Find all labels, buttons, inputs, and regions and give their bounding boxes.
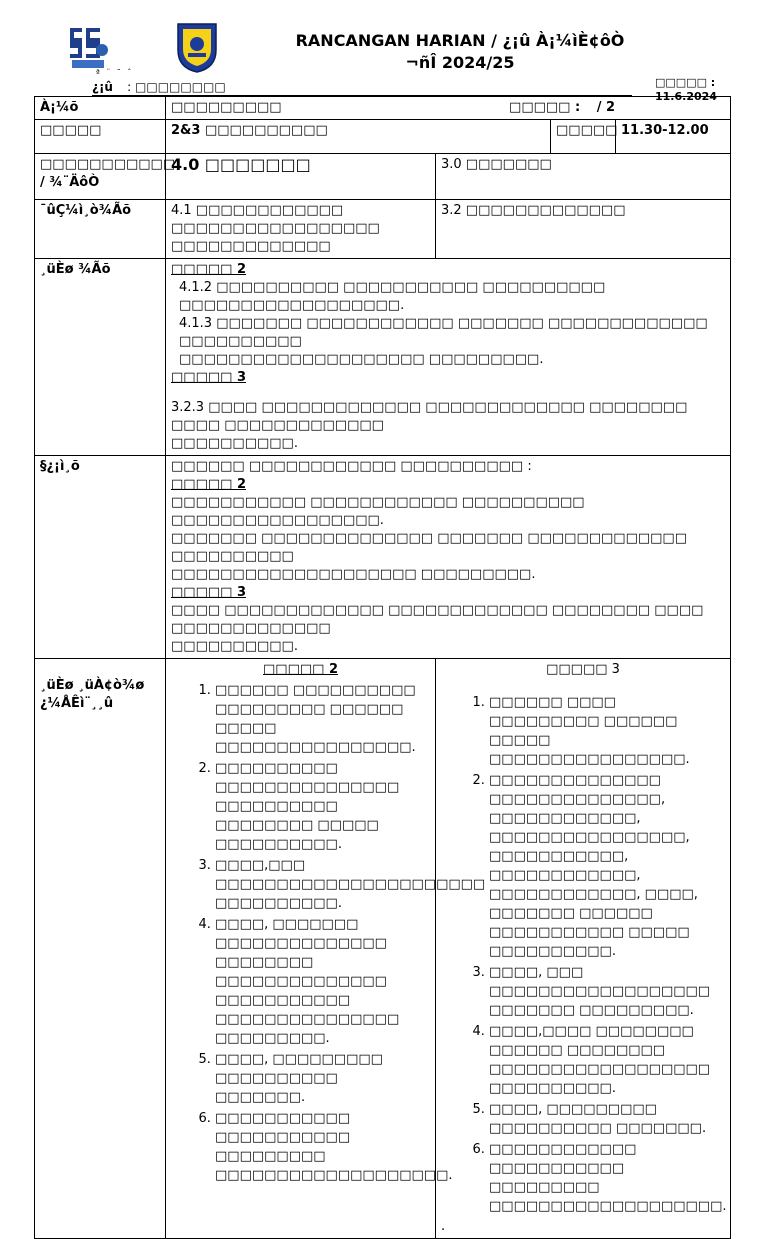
objective-line: □□□□□□□□□□□ □□□□□□□□□□□□ □□□□□□□□□□ □□□□□□□□□□□□□□□□□. — [171, 495, 585, 528]
list-item: 6. □□□□□□□□□□□□ □□□□□□□□□□□ □□□□□□□□□ □□□□□□□□□□□□□□□□□□□. — [489, 1140, 725, 1216]
year2-heading: □□□□□ 2 — [263, 662, 338, 677]
trailing-dot: . — [441, 1219, 446, 1234]
class-value: 2&3 □□□□□□□□□□ — [166, 120, 551, 154]
activities-year3-cell — [436, 659, 731, 1239]
list-item: 2. □□□□□□□□□□ □□□□□□□□□□□□□□□ □□□□□□□□□□ □□□□□□□□ □□□□□ □□□□□□□□□□. — [215, 759, 430, 854]
year2-heading: □□□□□ 2 — [171, 262, 246, 277]
list-item: 2. □□□□□□□□□□□□□□ □□□□□□□□□□□□□□, □□□□□□□□□□□□, □□□□□□□□□□□□□□□□, □□□□□□□□□□□, □□□□□□□□□□□□, □□□□□□□□□□□□, □□□□, □□□□□□□ □□□□□□ □□□□□□□□□□□ □□□□□ □□□□□□□□□□. — [489, 771, 725, 961]
table-row — [35, 154, 731, 200]
year2-heading: □□□□□ 2 — [171, 477, 246, 492]
unit-value-year3: 3.0 □□□□□□□ — [436, 154, 731, 200]
table-row — [35, 120, 731, 154]
logo-caption: ª ¨ ˜ ˆ — [96, 68, 134, 77]
objective-intro: □□□□□□ □□□□□□□□□□□□ □□□□□□□□□□ : — [171, 459, 532, 474]
year3-heading: □□□□□ 3 — [171, 370, 246, 385]
row-label-class: □□□□□ — [35, 120, 166, 154]
time-label: □□□□□ — [551, 120, 616, 154]
list-item: 1. □□□□□□ □□□□□□□□□□ □□□□□□□□□ □□□□□□ □□□□□ □□□□□□□□□□□□□□□□. — [215, 681, 430, 757]
school-logo-left — [64, 20, 112, 72]
objective-cell — [166, 456, 731, 659]
document-title-line-2: ¬ñÎ 2024/25 — [405, 53, 515, 72]
row-label-objective: §¿¡ì¸õ — [35, 456, 166, 659]
list-item: 3. □□□□, □□□ □□□□□□□□□□□□□□□□□□ □□□□□□□ □□□□□□□□□. — [489, 963, 725, 1020]
list-item: 5. □□□□, □□□□□□□□□ □□□□□□□□□□ □□□□□□□. — [215, 1050, 430, 1107]
year-cell — [166, 97, 731, 120]
learning-standard-line: □□□□□□□□□□. — [171, 436, 298, 451]
school-line — [92, 80, 226, 94]
year3-heading: □□□□□ 3 — [546, 662, 620, 677]
school-label: ¿¡û — [92, 80, 113, 94]
row-label-learning-standard: ¸üÈø ¾Ãõ — [35, 259, 166, 456]
row-label-activities: ¸üÈø ¸üÀ¢ò¾ø ¿¼ÅÊì¨¸¸û — [35, 659, 166, 1239]
lesson-plan-table — [34, 96, 731, 1239]
year3-heading: □□□□□ 3 — [171, 585, 246, 600]
school-crest-right — [174, 20, 220, 74]
table-row — [35, 456, 731, 659]
row-label-unit: □□□□□□□□□□□ / ¾¨ÄôÒ — [35, 154, 166, 200]
list-item: 1. □□□□□□ □□□□ □□□□□□□□□ □□□□□□ □□□□□ □□□□□□□□□□□□□□□□. — [489, 693, 725, 769]
learning-standard-line: 4.1.2 □□□□□□□□□□ □□□□□□□□□□□ □□□□□□□□□□ □□□□□□□□□□□□□□□□□□. — [179, 280, 606, 313]
list-item: 4. □□□□, □□□□□□□ □□□□□□□□□□□□□□ □□□□□□□□ □□□□□□□□□□□□□□ □□□□□□□□□□□ □□□□□□□□□□□□□□□ □□□□□□□□□. — [215, 915, 430, 1048]
week-label: □□□□□ : — [509, 100, 581, 115]
table-row — [35, 259, 731, 456]
table-row — [35, 97, 731, 120]
objective-line: □□□□□□□ □□□□□□□□□□□□□□ □□□□□□□ □□□□□□□□□□□□□ □□□□□□□□□□ — [171, 531, 687, 564]
list-item: 5. □□□□, □□□□□□□□□ □□□□□□□□□□ □□□□□□□. — [489, 1100, 725, 1138]
time-value: 11.30-12.00 — [616, 120, 731, 154]
activities-year2-list — [171, 681, 486, 1185]
year-value: □□□□□□□□□ — [171, 100, 282, 115]
learning-standard-cell — [166, 259, 731, 456]
list-item: 3. □□□□,□□□ □□□□□□□□□□□□□□□□□□□□□□ □□□□□□□□□□. — [215, 856, 430, 913]
unit-value-year2: 4.0 □□□□□□□ — [166, 154, 436, 200]
activities-year2-cell — [166, 659, 486, 1239]
content-standard-year2: 4.1 □□□□□□□□□□□□ □□□□□□□□□□□□□□□□□ □□□□□□□□□□□□□ — [166, 200, 436, 259]
document-title-line-1: RANCANGAN HARIAN / ¿¡û À¡¼ìÈ¢ôÒ — [295, 31, 625, 50]
list-item: 6. □□□□□□□□□□□ □□□□□□□□□□□ □□□□□□□□□ □□□□□□□□□□□□□□□□□□□. — [215, 1109, 430, 1185]
table-row — [35, 659, 731, 1239]
objective-line: □□□□ □□□□□□□□□□□□□ □□□□□□□□□□□□□ □□□□□□□□ □□□□ □□□□□□□□□□□□□ — [171, 603, 704, 636]
school-value: : □□□□□□□□ — [127, 80, 226, 94]
activities-year3-list — [441, 693, 725, 1216]
date-value: 11.6.2024 — [655, 90, 717, 103]
learning-standard-line: □□□□□□□□□□□□□□□□□□□□ □□□□□□□□□. — [179, 352, 544, 367]
learning-standard-line: 3.2.3 □□□□ □□□□□□□□□□□□□ □□□□□□□□□□□□□ □□□□□□□□ □□□□ □□□□□□□□□□□□□ — [171, 400, 688, 433]
objective-line: □□□□□□□□□□. — [171, 639, 298, 654]
content-standard-year3: 3.2 □□□□□□□□□□□□□ — [436, 200, 731, 259]
date-label: □□□□□ : — [655, 76, 716, 89]
row-label-content-standard: ¯ûÇ¼ì¸ò¾Ãõ — [35, 200, 166, 259]
table-row — [35, 200, 731, 259]
learning-standard-line: 4.1.3 □□□□□□□ □□□□□□□□□□□□ □□□□□□□ □□□□□□□□□□□□□ □□□□□□□□□□ — [179, 316, 708, 349]
week-value: / 2 — [596, 100, 616, 115]
list-item: 4. □□□□,□□□□ □□□□□□□□ □□□□□□ □□□□□□□□ □□□□□□□□□□□□□□□□□□ □□□□□□□□□□. — [489, 1022, 725, 1098]
objective-line: □□□□□□□□□□□□□□□□□□□□ □□□□□□□□□. — [171, 567, 536, 582]
row-label-year: À¡¼õ — [35, 97, 166, 120]
